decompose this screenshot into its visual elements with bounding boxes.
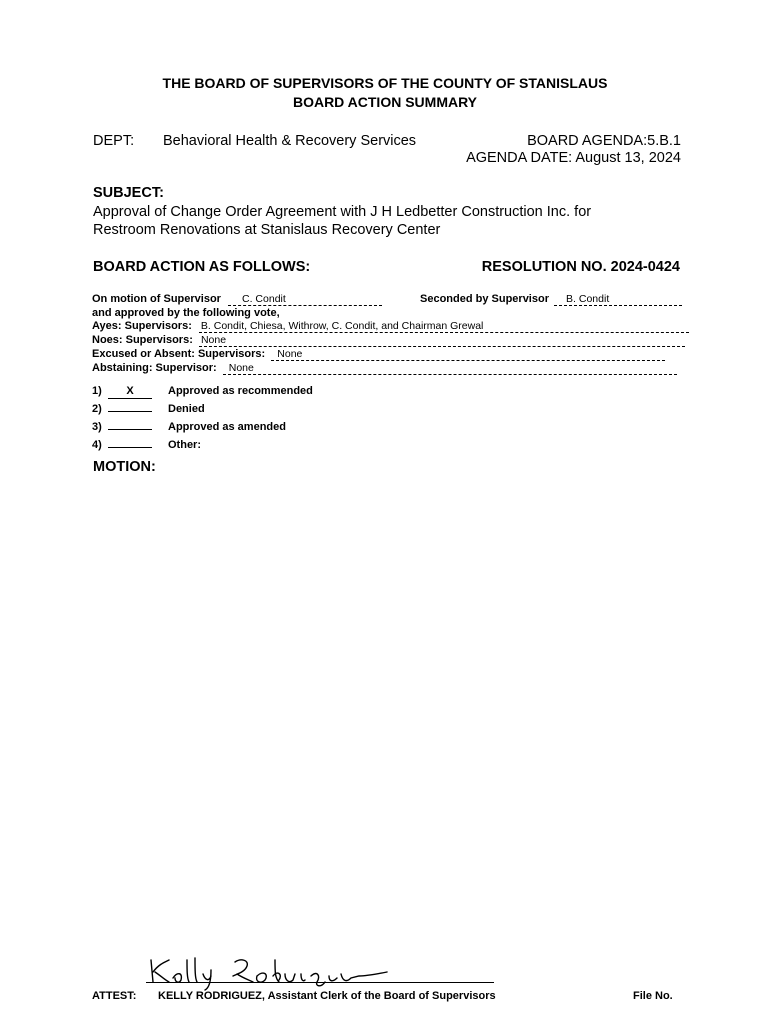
- option-4-label: Other:: [168, 439, 201, 451]
- seconded-label: Seconded by Supervisor: [420, 293, 549, 305]
- subject-label: SUBJECT:: [93, 185, 164, 201]
- board-agenda: BOARD AGENDA:5.B.1: [527, 133, 681, 149]
- seconded-value: [554, 294, 682, 306]
- header-title: THE BOARD OF SUPERVISORS OF THE COUNTY OF STANISLAUS: [162, 75, 608, 91]
- option-2-mark: [108, 411, 152, 412]
- excused-row: [92, 348, 665, 361]
- option-3-number: 3): [92, 421, 102, 433]
- abstaining-value-text: None: [228, 362, 254, 374]
- ayes-value-text: B. Condit, Chiesa, Withrow, C. Condit, and Chairman Grewal: [200, 320, 484, 332]
- seconded-row: [420, 293, 682, 306]
- resolution-number: RESOLUTION NO. 2024-0424: [481, 259, 680, 275]
- option-1-label: Approved as recommended: [168, 385, 313, 397]
- noes-label: Noes: Supervisors:: [92, 334, 193, 346]
- motion-value: [228, 294, 382, 306]
- subject-line-1: Approval of Change Order Agreement with J H Ledbetter Construction Inc. for: [93, 204, 592, 220]
- header-subtitle: BOARD ACTION SUMMARY: [292, 94, 478, 110]
- option-3-label: Approved as amended: [168, 421, 286, 433]
- board-action-label: BOARD ACTION AS FOLLOWS:: [93, 259, 311, 275]
- noes-row: [92, 334, 685, 347]
- abstaining-label: Abstaining: Supervisor:: [92, 362, 217, 374]
- motion-label: MOTION:: [93, 459, 156, 475]
- ayes-row: [92, 320, 689, 333]
- option-2-label: Denied: [168, 403, 205, 415]
- signature-line: [146, 982, 494, 983]
- noes-value: [199, 335, 685, 347]
- abstaining-value: [223, 363, 677, 375]
- option-2-number: 2): [92, 403, 102, 415]
- subject-line-2: Restroom Renovations at Stanislaus Recovery Center: [93, 222, 441, 238]
- seconded-value-text: B. Condit: [566, 293, 610, 305]
- option-3: [92, 421, 392, 434]
- ayes-label: Ayes: Supervisors:: [92, 320, 192, 332]
- option-4-mark: [108, 447, 152, 448]
- motion-label: On motion of Supervisor: [92, 293, 221, 305]
- approved-line: and approved by the following vote,: [92, 307, 280, 319]
- option-2: [92, 403, 392, 416]
- option-1-mark: X: [108, 385, 152, 399]
- option-1-number: 1): [92, 385, 102, 397]
- ayes-value: [199, 321, 689, 333]
- attest-name: KELLY RODRIGUEZ, Assistant Clerk of the Board of Supervisors: [158, 990, 496, 1002]
- file-number-label: File No.: [633, 990, 673, 1002]
- excused-value-text: None: [277, 348, 303, 360]
- agenda-date: AGENDA DATE: August 13, 2024: [466, 150, 681, 166]
- option-4: [92, 439, 392, 452]
- abstaining-row: [92, 362, 677, 375]
- option-1: [92, 385, 392, 399]
- motion-value-text: C. Condit: [242, 293, 286, 305]
- excused-label: Excused or Absent: Supervisors:: [92, 348, 266, 360]
- motion-row: [92, 293, 382, 306]
- signature-image: [145, 952, 415, 992]
- option-3-mark: [108, 429, 152, 430]
- dept-label: DEPT:: [93, 133, 135, 149]
- attest-label: ATTEST:: [92, 990, 137, 1002]
- option-4-number: 4): [92, 439, 102, 451]
- noes-value-text: None: [200, 334, 227, 346]
- dept-value: Behavioral Health & Recovery Services: [163, 133, 417, 149]
- excused-value: [271, 349, 665, 361]
